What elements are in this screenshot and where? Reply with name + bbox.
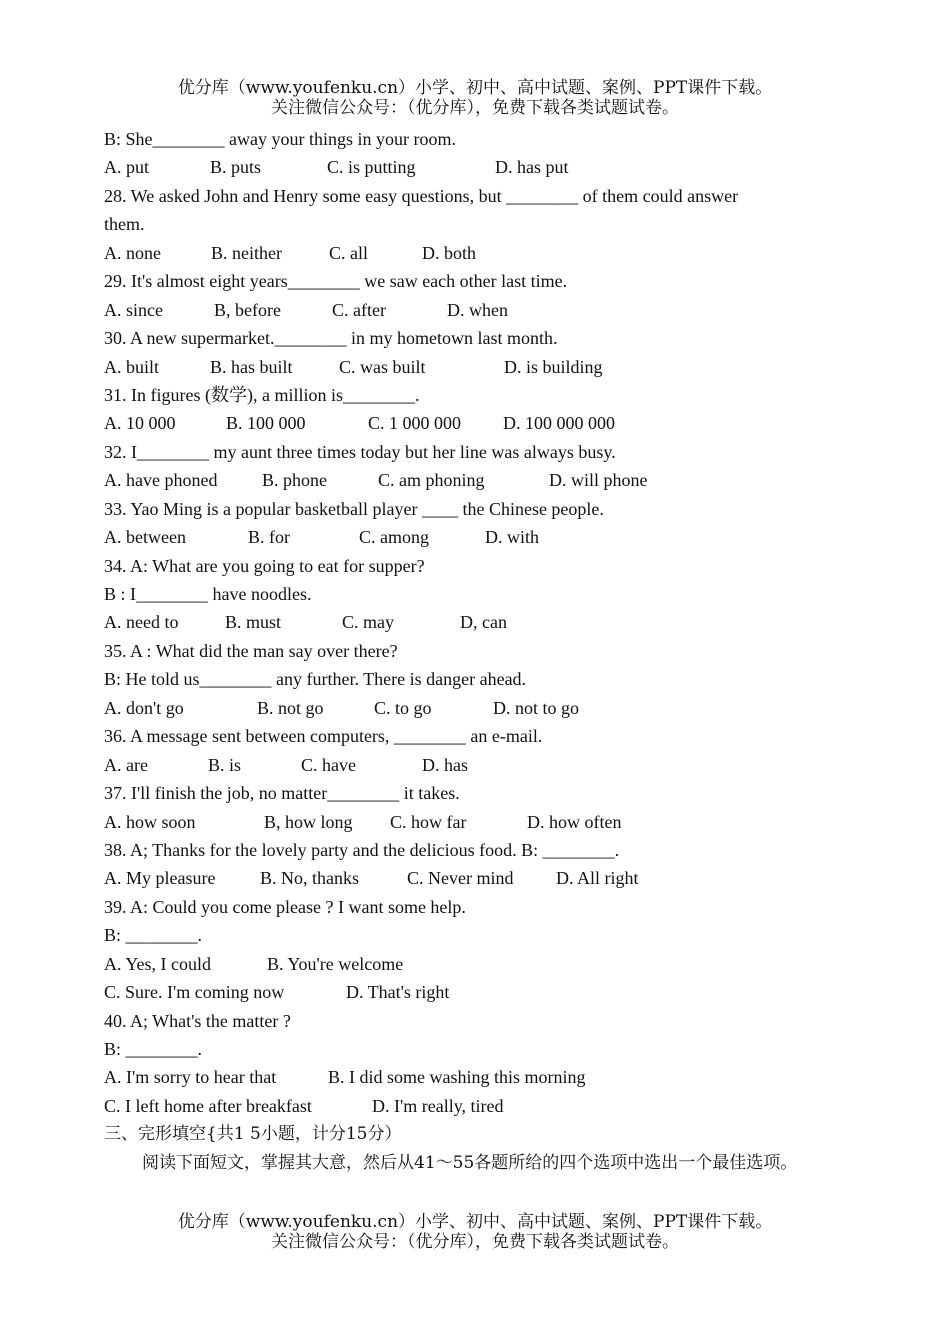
q33-options [104,523,844,551]
q29-option-c: C. after [332,299,386,320]
q28-stem: 28. We asked John and Henry some easy questions, but ________ of them could answer [104,185,739,206]
q35-answer-line: B: He told us________ any further. There is danger ahead. [104,669,527,690]
q27-option-d: D. has put [495,157,569,178]
q31-stem: 31. In figures (数学), a million is________. [104,384,420,405]
q38-option-b: B. No, thanks [260,868,359,889]
footer-line-2: 关注微信公众号：（优分库），免费下载各类试题试卷。 [271,1232,679,1252]
q38-options [104,864,844,892]
q36-options [104,751,844,779]
q35-option-b: B. not go [257,697,324,718]
q34-option-c: C. may [342,612,394,633]
q32-option-c: C. am phoning [378,470,485,491]
section-3-instruction: 阅读下面短文，掌握其大意，然后从41～55各题所给的四个选项中选出一个最佳选项。 [142,1152,798,1173]
q32-options [104,466,844,494]
q39-options-row-1 [104,950,844,978]
footer-line-1: 优分库（www.youfenku.cn）小学、初中、高中试题、案例、PPT课件下载。 [177,1212,773,1232]
q37-stem: 37. I'll finish the job, no matter________ it takes. [104,783,460,804]
q28-option-a: A. none [104,242,161,263]
q30-option-d: D. is building [504,356,603,377]
q27-option-b: B. puts [210,157,262,178]
q29-option-d: D. when [447,299,508,320]
q40-option-c: C. I left home after breakfast [104,1095,312,1116]
q36-option-b: B. is [208,754,242,775]
q40-options-row-2 [104,1092,844,1120]
q38-stem: 38. A; Thanks for the lovely party and the delicious food. B: ________. [104,839,620,860]
q39-option-c: C. Sure. I'm coming now [104,982,285,1003]
q33-option-d: D. with [485,527,539,548]
section-3-title: 三、完形填空{共1 5小题，计分15分） [104,1124,402,1145]
q28-option-c: C. all [329,242,368,263]
q38-option-c: C. Never mind [407,868,514,889]
q39-answer-line: B: ________. [104,925,203,946]
q30-option-a: A. built [104,356,160,377]
page-header [0,78,950,118]
q37-option-d: D. how often [527,811,622,832]
exam-content [104,125,844,1177]
q32-option-d: D. will phone [549,470,648,491]
q35-option-a: A. don't go [104,697,184,718]
q29-options [104,296,844,324]
q30-option-c: C. was built [339,356,426,377]
q27-options [104,153,844,181]
header-line-2: 关注微信公众号：（优分库），免费下载各类试题试卷。 [271,98,679,118]
q31-option-c: C. 1 000 000 [368,413,462,434]
q29-stem: 29. It's almost eight years________ we saw each other last time. [104,271,568,292]
q40-option-d: D. I'm really, tired [372,1095,504,1116]
q40-question: 40. A; What's the matter ? [104,1010,291,1031]
q28-options [104,239,844,267]
q31-option-a: A. 10 000 [104,413,176,434]
q27-option-c: C. is putting [327,157,416,178]
q33-option-a: A. between [104,527,186,548]
q39-options-row-2 [104,978,844,1006]
q27-option-a: A. put [104,157,149,178]
q31-option-b: B. 100 000 [226,413,306,434]
q33-stem: 33. Yao Ming is a popular basketball player ____ the Chinese people. [104,498,604,519]
header-line-1: 优分库（www.youfenku.cn）小学、初中、高中试题、案例、PPT课件下载。 [177,78,773,98]
q34-options [104,608,844,636]
q38-option-a: A. My pleasure [104,868,216,889]
q40-option-a: A. I'm sorry to hear that [104,1067,277,1088]
q37-option-a: A. how soon [104,811,196,832]
q34-option-b: B. must [225,612,282,633]
q35-options [104,694,844,722]
q36-option-c: C. have [301,754,356,775]
q39-option-d: D. That's right [346,982,450,1003]
q37-option-c: C. how far [390,811,467,832]
q39-option-a: A. Yes, I could [104,953,212,974]
q39-option-b: B. You're welcome [267,953,404,974]
q33-option-c: C. among [359,527,429,548]
q35-option-d: D. not to go [493,697,580,718]
q34-answer-line: B : I________ have noodles. [104,584,312,604]
q29-option-b: B, before [214,299,281,320]
q27-answer-line: B: She________ away your things in your room. [104,129,456,149]
q29-option-a: A. since [104,299,163,320]
q36-option-a: A. are [104,754,148,775]
q34-question: 34. A: What are you going to eat for supper? [104,555,425,576]
q35-option-c: C. to go [374,697,432,718]
q37-option-b: B, how long [264,811,353,832]
q35-question: 35. A : What did the man say over there? [104,640,398,661]
q39-question: 39. A: Could you come please ? I want some help. [104,896,466,917]
q38-option-d: D. All right [556,868,639,889]
q31-option-d: D. 100 000 000 [503,413,615,434]
q28-option-b: B. neither [211,242,282,263]
q33-option-b: B. for [248,527,290,548]
q37-options [104,808,844,836]
q34-option-a: A. need to [104,612,179,633]
page-footer [0,1212,950,1252]
q36-stem: 36. A message sent between computers, ________ an e-mail. [104,726,543,747]
q32-option-b: B. phone [262,470,327,491]
q28-stem-cont: them. [104,214,145,235]
q30-options [104,353,844,381]
q34-option-d: D, can [460,612,507,633]
q32-stem: 32. I________ my aunt three times today but her line was always busy. [104,441,616,462]
q31-options [104,409,844,437]
q32-option-a: A. have phoned [104,470,218,491]
q36-option-d: D. has [422,754,468,775]
q30-option-b: B. has built [210,356,293,377]
q40-answer-line: B: ________. [104,1039,203,1059]
q28-option-d: D. both [422,242,476,263]
q40-option-b: B. I did some washing this morning [328,1067,586,1088]
q40-options-row-1 [104,1063,844,1091]
q30-stem: 30. A new supermarket.________ in my hometown last month. [104,328,558,349]
